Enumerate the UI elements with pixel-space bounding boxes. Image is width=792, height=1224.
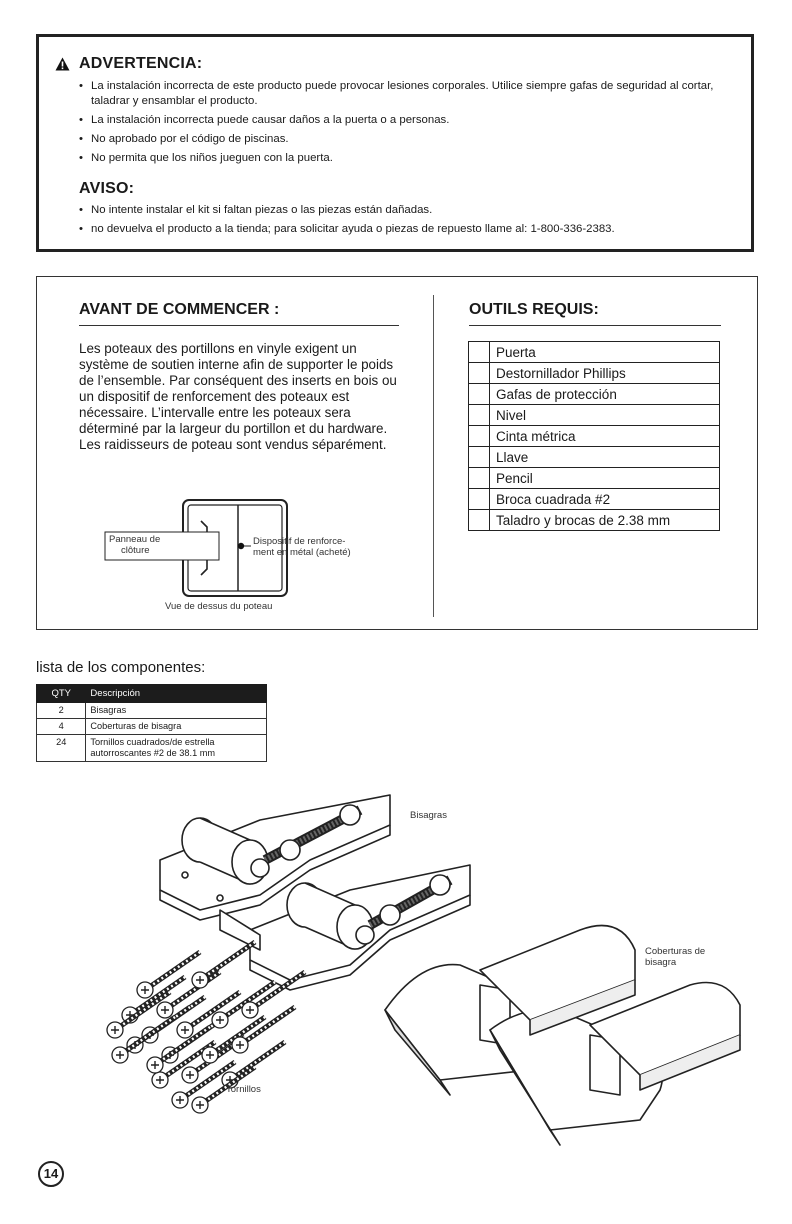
tool-checkbox — [469, 447, 490, 468]
tool-row — [469, 447, 720, 468]
qty-header: QTY — [37, 685, 86, 703]
warning-item: • La instalación incorrecta de este producto puede provocar lesiones corporales. Utilice siempre gafas de seguridad al cortar, taladrar y ensamblar el producto. — [79, 79, 743, 109]
components-table — [36, 684, 267, 762]
tool-checkbox — [469, 426, 490, 447]
tool-checkbox — [469, 510, 490, 531]
covers-label: Coberturas de bisagra — [645, 946, 706, 968]
warning-title: ADVERTENCIA: — [79, 55, 203, 72]
component-desc: Tornillos cuadrados/de estrella autorroscantes #2 de 38.1 mm — [86, 735, 267, 762]
component-qty: 4 — [37, 719, 86, 735]
components-header — [37, 685, 267, 703]
tool-row — [469, 384, 720, 405]
tool-label: Pencil — [490, 468, 720, 489]
tool-row — [469, 489, 720, 510]
warning-item: • No aprobado por el código de piscinas. — [79, 132, 743, 147]
tools-title: OUTILS REQUIS: — [469, 301, 599, 318]
warning-list — [79, 79, 743, 170]
tool-checkbox — [469, 342, 490, 363]
notice-item: • no devuelva el producto a la tienda; para solicitar ayuda o piezas de repuesto llame al: 1-800-336-2383. — [79, 222, 743, 237]
tool-row — [469, 510, 720, 531]
page-number: 14 — [38, 1161, 64, 1187]
tool-row — [469, 405, 720, 426]
tool-label: Llave — [490, 447, 720, 468]
tool-row — [469, 363, 720, 384]
tool-label: Destornillador Phillips — [490, 363, 720, 384]
tool-label: Puerta — [490, 342, 720, 363]
tool-label: Gafas de protección — [490, 384, 720, 405]
desc-header: Descripción — [86, 685, 267, 703]
warning-box — [36, 34, 754, 252]
tool-checkbox — [469, 405, 490, 426]
info-box — [36, 276, 758, 630]
table-row — [37, 735, 267, 762]
tool-label: Taladro y brocas de 2.38 mm — [490, 510, 720, 531]
notice-item: • No intente instalar el kit si faltan piezas o las piezas están dañadas. — [79, 203, 743, 218]
tool-row — [469, 342, 720, 363]
fence-panel-label: Panneau de clôture — [109, 534, 161, 556]
warning-item: • La instalación incorrecta puede causar daños a la puerta o a personas. — [79, 113, 743, 128]
column-divider — [433, 295, 434, 617]
table-row — [37, 703, 267, 719]
before-rule — [79, 325, 399, 326]
notice-list — [79, 203, 743, 241]
components-title: lista de los componentes: — [36, 659, 206, 676]
component-qty: 2 — [37, 703, 86, 719]
tool-row — [469, 468, 720, 489]
tool-checkbox — [469, 468, 490, 489]
tool-checkbox — [469, 489, 490, 510]
before-body: Les poteaux des portillons en vinyle exigent un système de soutien interne afin de supporter le poids de l’ensemble. Par conséquent des inserts en bois ou un dispositif de renforcement des poteaux est nécessaire. L’intervalle entre les poteaux sera déterminé par la largeur du portillon et du hardware. Les raidisseurs de poteau sont vendus séparément. — [79, 341, 397, 452]
tool-checkbox — [469, 363, 490, 384]
notice-title: AVISO: — [79, 180, 135, 197]
metal-insert-label: Dispositif de renforce- ment en métal (acheté) — [253, 536, 351, 558]
tool-label: Nivel — [490, 405, 720, 426]
component-desc: Coberturas de bisagra — [86, 719, 267, 735]
tool-label: Cinta métrica — [490, 426, 720, 447]
hardware-illustration — [60, 780, 760, 1170]
warning-item: • No permita que los niños jueguen con la puerta. — [79, 151, 743, 166]
screws-label: Tornillos — [226, 1084, 261, 1095]
before-title: AVANT DE COMMENCER : — [79, 301, 280, 318]
hinges-label: Bisagras — [410, 810, 447, 821]
warning-triangle-icon — [55, 57, 70, 71]
tool-label: Broca cuadrada #2 — [490, 489, 720, 510]
tool-checkbox — [469, 384, 490, 405]
table-row — [37, 719, 267, 735]
diagram-caption: Vue de dessus du poteau — [165, 601, 273, 612]
tools-rule — [469, 325, 721, 326]
tool-row — [469, 426, 720, 447]
tools-table — [468, 341, 720, 531]
component-qty: 24 — [37, 735, 86, 762]
component-desc: Bisagras — [86, 703, 267, 719]
